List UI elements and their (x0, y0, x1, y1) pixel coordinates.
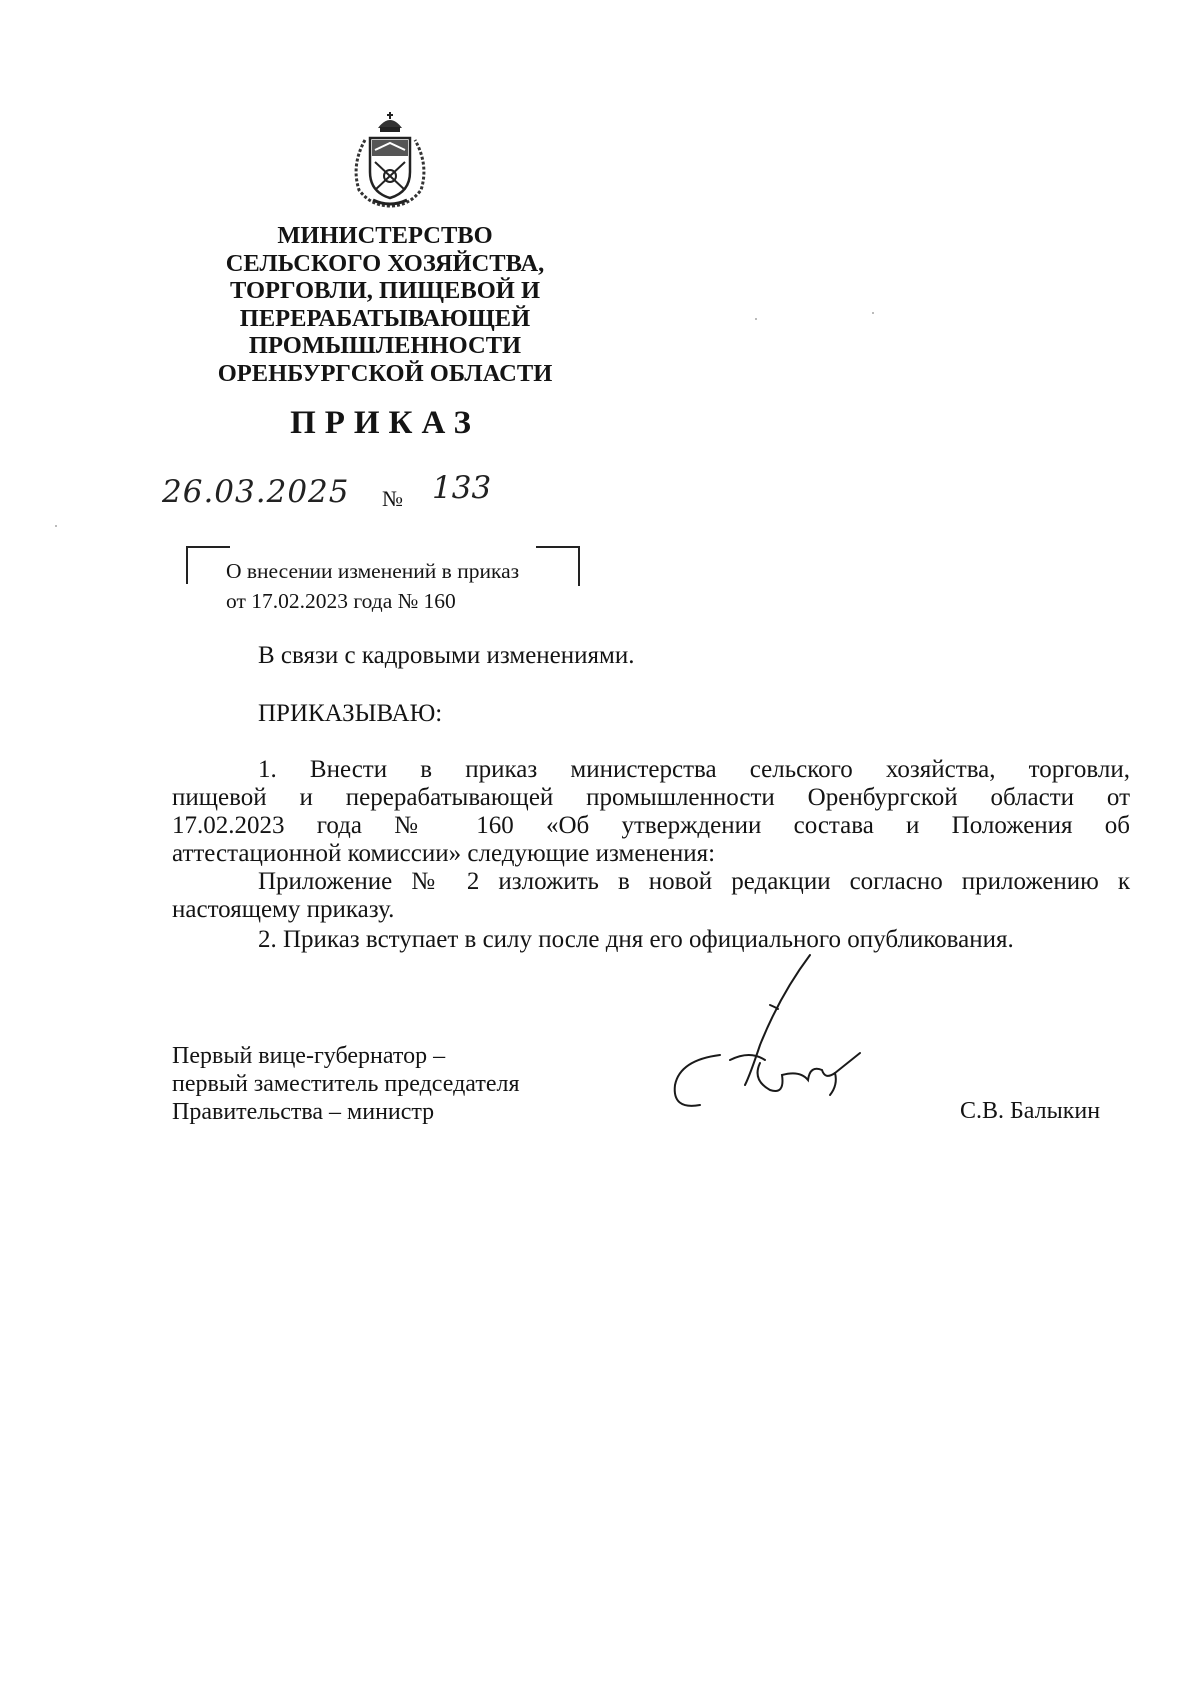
signer-name: С.В. Балыкин (960, 1098, 1101, 1124)
ministry-name-line: ТОРГОВЛИ, ПИЩЕВОЙ И (229, 277, 541, 304)
item1-subline: Приложение № 2 изложить в новой редакции согласно приложению к (258, 868, 1130, 895)
preamble: В связи с кадровыми изменениями. (258, 642, 635, 669)
scan-speck (55, 525, 57, 527)
scan-speck (872, 312, 874, 314)
order-date: 26.03.2025 (162, 474, 350, 510)
order-subject (226, 556, 519, 616)
item1-line: 17.02.2023 года № 160 «Об утверждении состава и Положения об (172, 812, 1130, 839)
number-sign: № (382, 486, 403, 511)
position-line: Первый вице-губернатор – (172, 1043, 446, 1069)
ministry-name-line: МИНИСТЕРСТВО (277, 222, 493, 249)
document-type-title: ПРИКАЗ (290, 405, 480, 441)
item1-subline: настоящему приказу. (172, 896, 395, 923)
item2: 2. Приказ вступает в силу после дня его официального опубликования. (258, 926, 1014, 953)
ministry-name-line: ПЕРЕРАБАТЫВАЮЩЕЙ (239, 304, 531, 332)
coat-of-arms-icon (345, 110, 435, 210)
item1-line: пищевой и перерабатывающей промышленности Оренбургской области от (172, 784, 1130, 811)
subject-line: от 17.02.2023 года № 160 (226, 589, 456, 613)
item1-line: аттестационной комиссии» следующие изменения: (172, 840, 716, 867)
item1-line: 1. Внести в приказ министерства сельского хозяйства, торговли, (258, 756, 1130, 783)
signatory-position (172, 1042, 519, 1126)
position-line: первый заместитель председателя (172, 1071, 520, 1097)
ministry-name (190, 222, 580, 387)
subject-bracket-left (186, 546, 230, 584)
order-number: 133 (432, 470, 492, 506)
scan-speck (755, 318, 757, 320)
ministry-name-line: ОРЕНБУРГСКОЙ ОБЛАСТИ (217, 359, 553, 387)
ministry-name-line: СЕЛЬСКОГО ХОЗЯЙСТВА, (225, 249, 545, 277)
order-word: ПРИКАЗЫВАЮ: (258, 700, 443, 727)
position-line: Правительства – министр (172, 1099, 435, 1125)
handwritten-signature-icon (660, 945, 890, 1120)
subject-bracket-right (536, 546, 580, 586)
subject-line: О внесении изменений в приказ (226, 559, 520, 583)
ministry-name-line: ПРОМЫШЛЕННОСТИ (248, 332, 522, 359)
